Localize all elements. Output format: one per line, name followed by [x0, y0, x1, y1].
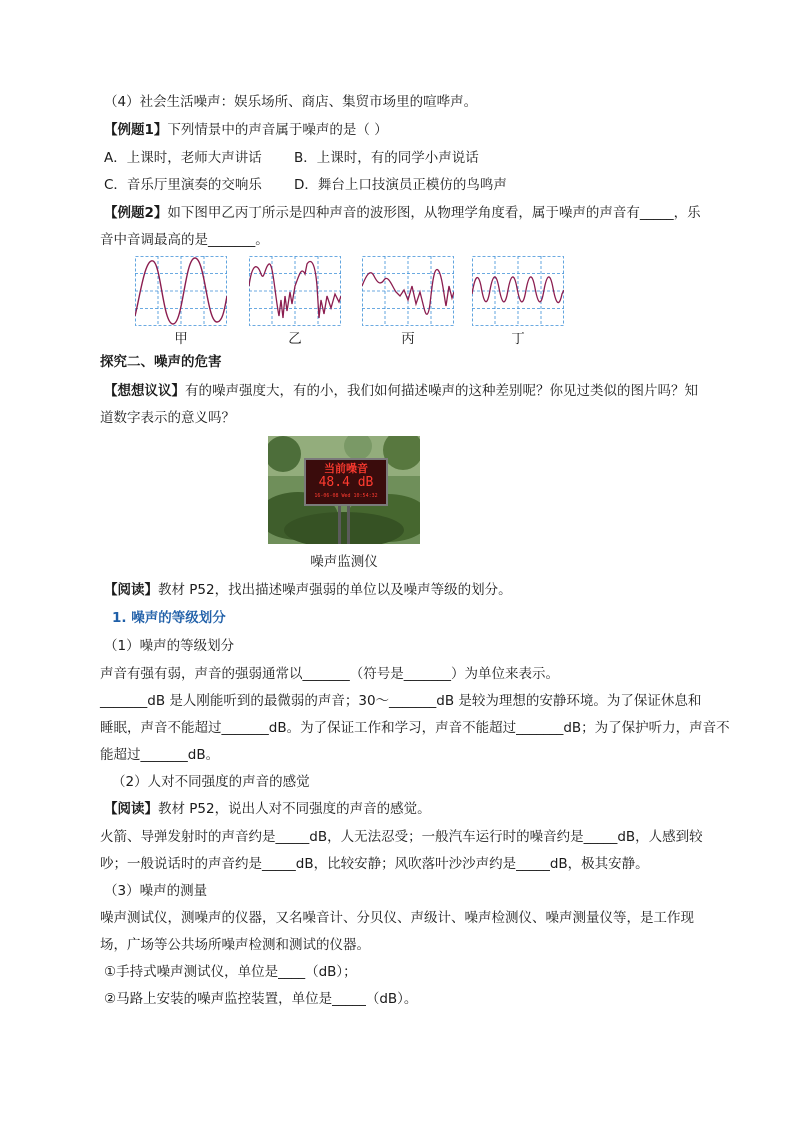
think-discuss-paragraph: [104, 381, 724, 401]
reading-1: [104, 580, 724, 600]
example-1-tag: 【例题1】: [104, 122, 168, 138]
paragraph-3: 睡眠，声音不能超过_______dB。为了保证工作和学习，声音不能超过_______dB；为了保护听力，声音不: [100, 720, 730, 736]
paragraph-4: 能超过_______dB。: [100, 747, 220, 763]
noise-type-4: （4）社会生活噪声：娱乐场所、商店、集贸市场里的喧哗声。: [104, 94, 478, 110]
option-c: C．音乐厅里演奏的交响乐: [104, 177, 262, 193]
paragraph-2: _______dB 是人刚能听到的最微弱的声音；30～_______dB 是较为理想的安静环境。为了保证休息和: [100, 693, 702, 709]
paragraph-10: ②马路上安装的噪声监控装置，单位是_____（dB）。: [104, 991, 418, 1007]
sign-title: 当前噪音: [324, 462, 368, 475]
think-discuss-tag: 【想想议议】: [104, 383, 185, 399]
paragraph-7: 噪声测试仪，测噪声的仪器，又名噪音计、分贝仪、声级计、噪声检测仪、噪声测量仪等，是工作现: [100, 910, 694, 926]
waveform-label-ding: 丁: [511, 331, 525, 347]
example-2-text: 如下图甲乙丙丁所示是四种声音的波形图，从物理学角度看，属于噪声的声音有_____，乐: [167, 205, 701, 221]
waveform-jia: [135, 256, 227, 326]
waveform-yi: [249, 256, 341, 326]
paragraph-1: 声音有强有弱，声音的强弱通常以_______（符号是_______）为单位来表示。: [100, 666, 559, 682]
paragraph-5: 火箭、导弹发射时的声音约是_____dB，人无法忍受；一般汽车运行时的噪音约是_____dB，人感到较: [100, 829, 703, 845]
waveform-label-bing: 丙: [401, 331, 415, 347]
reading-2-text: 教材 P52，说出人对不同强度的声音的感觉。: [158, 801, 431, 817]
paragraph-6: 吵；一般说话时的声音约是_____dB，比较安静；风吹落叶沙沙声约是_____dB，极其安静。: [100, 856, 649, 872]
noise-display-sign: [304, 458, 388, 506]
reading-2-tag: 【阅读】: [104, 801, 158, 817]
paragraph-9: ①手持式噪声测试仪，单位是____（dB）；: [104, 964, 357, 980]
reading-1-tag: 【阅读】: [104, 582, 158, 598]
waveform-bing: [362, 256, 454, 326]
section-heading-explore-2: 探究二、噪声的危害: [100, 354, 222, 370]
reading-1-text: 教材 P52，找出描述噪声强弱的单位以及噪声等级的划分。: [158, 582, 512, 598]
think-discuss-text: 有的噪声强度大，有的小，我们如何描述噪声的这种差别呢？你见过类似的图片吗？知: [185, 383, 698, 399]
example-1-question: [104, 120, 724, 140]
option-a: A．上课时，老师大声讲话: [104, 150, 262, 166]
section-heading-noise-levels: 1. 噪声的等级划分: [112, 610, 226, 626]
waveform-ding: [472, 256, 564, 326]
example-2-tag: 【例题2】: [104, 205, 168, 221]
example-2-continued: 音中音调最高的是_______。: [100, 232, 269, 248]
paragraph-8: 场，广场等公共场所噪声检测和测试的仪器。: [100, 937, 370, 953]
think-discuss-continued: 道数字表示的意义吗？: [100, 410, 235, 426]
example-2-question: [104, 203, 724, 223]
subheading-2: （2）人对不同强度的声音的感觉: [112, 774, 310, 790]
noise-monitor-photo: [268, 436, 420, 544]
option-d: D．舞台上口技演员正模仿的鸟鸣声: [294, 177, 507, 193]
reading-2: [104, 799, 724, 819]
photo-caption: 噪声监测仪: [310, 554, 378, 570]
options-row-2: [104, 175, 724, 195]
subheading-3: （3）噪声的测量: [104, 883, 208, 899]
waveform-label-jia: 甲: [174, 331, 188, 347]
sign-value: 48.4 dB: [318, 475, 374, 490]
subheading-1: （1）噪声的等级划分: [104, 638, 235, 654]
example-1-text: 下列情景中的声音属于噪声的是（ ）: [167, 122, 388, 138]
waveform-label-yi: 乙: [288, 331, 302, 347]
options-row-1: [104, 148, 724, 168]
option-b: B．上课时，有的同学小声说话: [294, 150, 479, 166]
sign-datetime: 16-06-08 Wed 10:54:32: [314, 493, 378, 499]
